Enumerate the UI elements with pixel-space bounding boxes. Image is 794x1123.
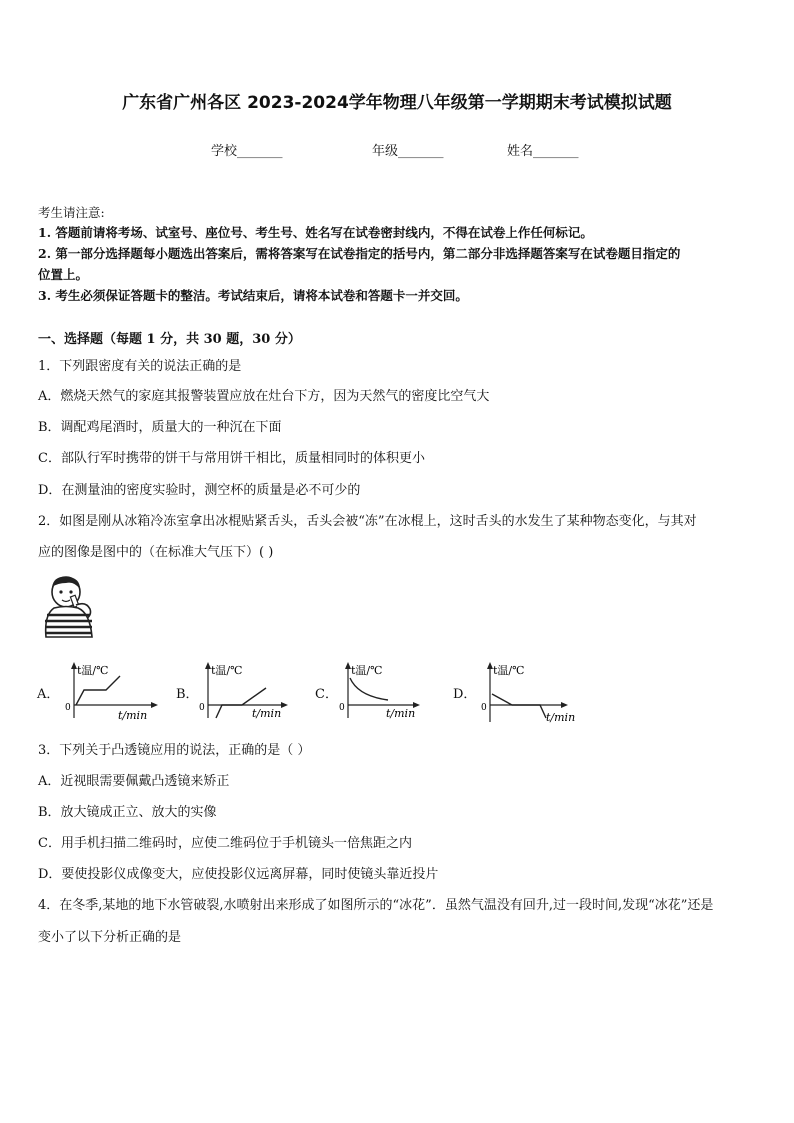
q1-stem: 1．下列跟密度有关的说法正确的是 bbox=[38, 359, 242, 374]
q3-option-c: C．用手机扫描二维码时，应使二维码位于手机镜头一倍焦距之内 bbox=[38, 836, 412, 851]
q1-option-a: A．燃烧天然气的家庭其报警装置应放在灶台下方，因为天然气的密度比空气大 bbox=[38, 389, 490, 404]
q2-d-origin: 0 bbox=[481, 703, 487, 713]
q2-stem-line1: 2．如图是刚从冰箱冷冻室拿出冰棍贴紧舌头，舌头会被“冻”在冰棍上，这时舌头的水发生了某种物态变化，与其对 bbox=[38, 514, 697, 529]
q4-stem-line2: 变小了以下分析正确的是 bbox=[38, 930, 182, 945]
q2-label-c: C． bbox=[315, 687, 338, 702]
notice-item-1: 1. 答题前请将考场、试室号、座位号、考生号、姓名写在试卷密封线内，不得在试卷上作任何标记。 bbox=[38, 225, 593, 240]
q1-option-d: D．在测量油的密度实验时，测空杯的质量是必不可少的 bbox=[38, 483, 361, 498]
notice-item-2: 2. 第一部分选择题每小题选出答案后，需将答案写在试卷指定的括号内，第二部分非选择题答案写在试卷题目指定的 bbox=[38, 246, 681, 261]
q2-label-d: D． bbox=[453, 687, 477, 702]
grade-field: 年级_______ bbox=[372, 144, 444, 159]
q2-b-origin: 0 bbox=[199, 703, 205, 713]
q2-label-a: A． bbox=[37, 687, 60, 702]
name-field: 姓名_______ bbox=[507, 144, 579, 159]
q2-a-origin: 0 bbox=[65, 703, 71, 713]
q2-b-xaxis: t/min bbox=[252, 707, 282, 720]
q2-label-b: B． bbox=[176, 687, 199, 702]
q2-stem-line2: 应的图像是图中的（在标准大气压下）( ) bbox=[38, 545, 274, 560]
q2-c-xaxis: t/min bbox=[386, 707, 416, 720]
notice-item-3: 3. 考生必须保证答题卡的整洁。考试结束后，请将本试卷和答题卡一并交回。 bbox=[38, 288, 468, 303]
school-field: 学校_______ bbox=[211, 144, 283, 159]
page-title: 广东省广州各区 2023-2024学年物理八年级第一学期期末考试模拟试题 bbox=[122, 93, 672, 113]
q2-c-origin: 0 bbox=[339, 703, 345, 713]
q2-graph-a bbox=[62, 660, 162, 722]
notice-item-2-cont: 位置上。 bbox=[38, 267, 89, 282]
q2-a-yaxis: t温/℃ bbox=[77, 664, 109, 677]
q3-stem: 3．下列关于凸透镜应用的说法，正确的是（ ） bbox=[38, 743, 311, 758]
q2-graph-b bbox=[196, 660, 296, 722]
q3-option-b: B．放大镜成正立、放大的实像 bbox=[38, 805, 217, 820]
q2-graph-c bbox=[336, 660, 436, 722]
q4-stem-line1: 4．在冬季,某地的地下水管破裂,水喷射出来形成了如图所示的“冰花”．虽然气温没有回升,过一段时间,发现“冰花”还是 bbox=[38, 898, 714, 913]
q1-option-b: B．调配鸡尾酒时，质量大的一种沉在下面 bbox=[38, 420, 282, 435]
notice-heading: 考生请注意: bbox=[38, 205, 105, 220]
boy-illustration bbox=[40, 575, 102, 639]
q3-option-a: A．近视眼需要佩戴凸透镜来矫正 bbox=[38, 774, 230, 789]
q2-c-yaxis: t温/℃ bbox=[351, 664, 383, 677]
q1-option-c: C．部队行军时携带的饼干与常用饼干相比，质量相同时的体积更小 bbox=[38, 451, 425, 466]
q2-b-yaxis: t温/℃ bbox=[211, 664, 243, 677]
q2-d-yaxis: t温/℃ bbox=[493, 664, 525, 677]
q2-a-xaxis: t/min bbox=[118, 709, 148, 722]
section-heading: 一、选择题（每题 1 分，共 30 题，30 分） bbox=[38, 332, 301, 347]
q2-graph-d bbox=[478, 660, 582, 724]
q2-d-xaxis: t/min bbox=[546, 711, 576, 724]
q3-option-d: D．要使投影仪成像变大，应使投影仪远离屏幕，同时使镜头靠近投片 bbox=[38, 867, 439, 882]
